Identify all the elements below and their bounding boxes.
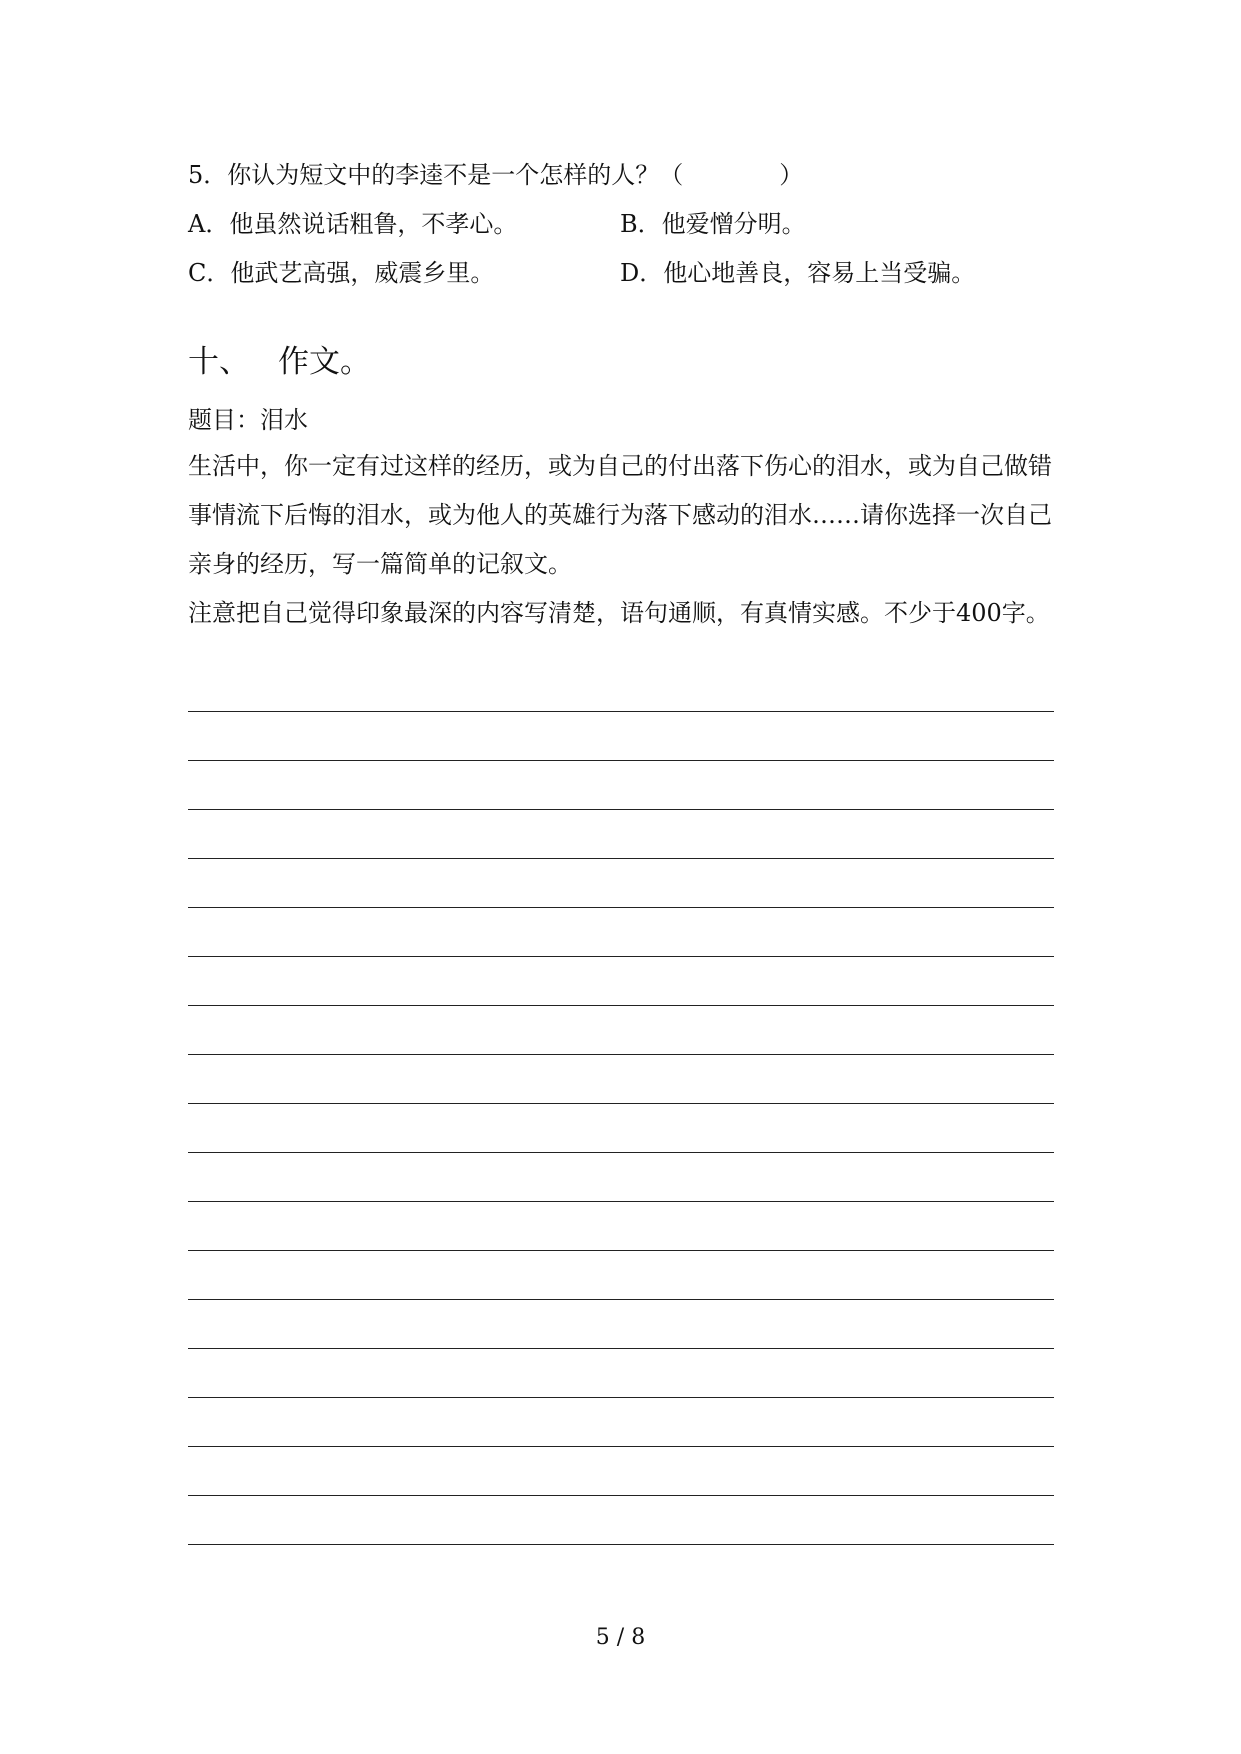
section-title: 作文。 xyxy=(278,344,371,380)
essay-requirement: 注意把自己觉得印象最深的内容写清楚，语句通顺，有真情实感。不少于400字。 xyxy=(188,599,1050,627)
writing-line xyxy=(188,1299,1054,1300)
writing-line xyxy=(188,907,1054,908)
option-d: D．他心地善良，容易上当受骗。 xyxy=(620,259,976,287)
writing-line xyxy=(188,1348,1054,1349)
option-b: B．他爱憎分明。 xyxy=(620,210,806,238)
writing-line xyxy=(188,1495,1054,1496)
writing-line xyxy=(188,956,1054,957)
writing-line xyxy=(188,1397,1054,1398)
essay-topic: 题目：泪水 xyxy=(188,406,308,434)
question-5-stem: 5．你认为短文中的李逵不是一个怎样的人？（ ） xyxy=(188,161,804,189)
writing-line xyxy=(188,1544,1054,1545)
writing-line xyxy=(188,858,1054,859)
essay-prompt: 生活中，你一定有过这样的经历，或为自己的付出落下伤心的泪水，或为自己做错事情流下后悔的泪水，或为他人的英雄行为落下感动的泪水……请你选择一次自己亲身的经历，写一篇简单的记叙文。 xyxy=(188,452,1052,578)
writing-line xyxy=(188,711,1054,712)
writing-line xyxy=(188,1201,1054,1202)
writing-line xyxy=(188,1152,1054,1153)
writing-line xyxy=(188,760,1054,761)
writing-line xyxy=(188,1250,1054,1251)
writing-line xyxy=(188,1005,1054,1006)
section-heading xyxy=(188,343,371,381)
writing-line xyxy=(188,1103,1054,1104)
option-a: A．他虽然说话粗鲁，不孝心。 xyxy=(188,210,518,238)
page-number: 5 / 8 xyxy=(595,1625,646,1650)
writing-line xyxy=(188,1446,1054,1447)
writing-line xyxy=(188,1054,1054,1055)
section-number: 十、 xyxy=(188,344,250,380)
writing-line xyxy=(188,809,1054,810)
option-c: C．他武艺高强，威震乡里。 xyxy=(188,259,495,287)
